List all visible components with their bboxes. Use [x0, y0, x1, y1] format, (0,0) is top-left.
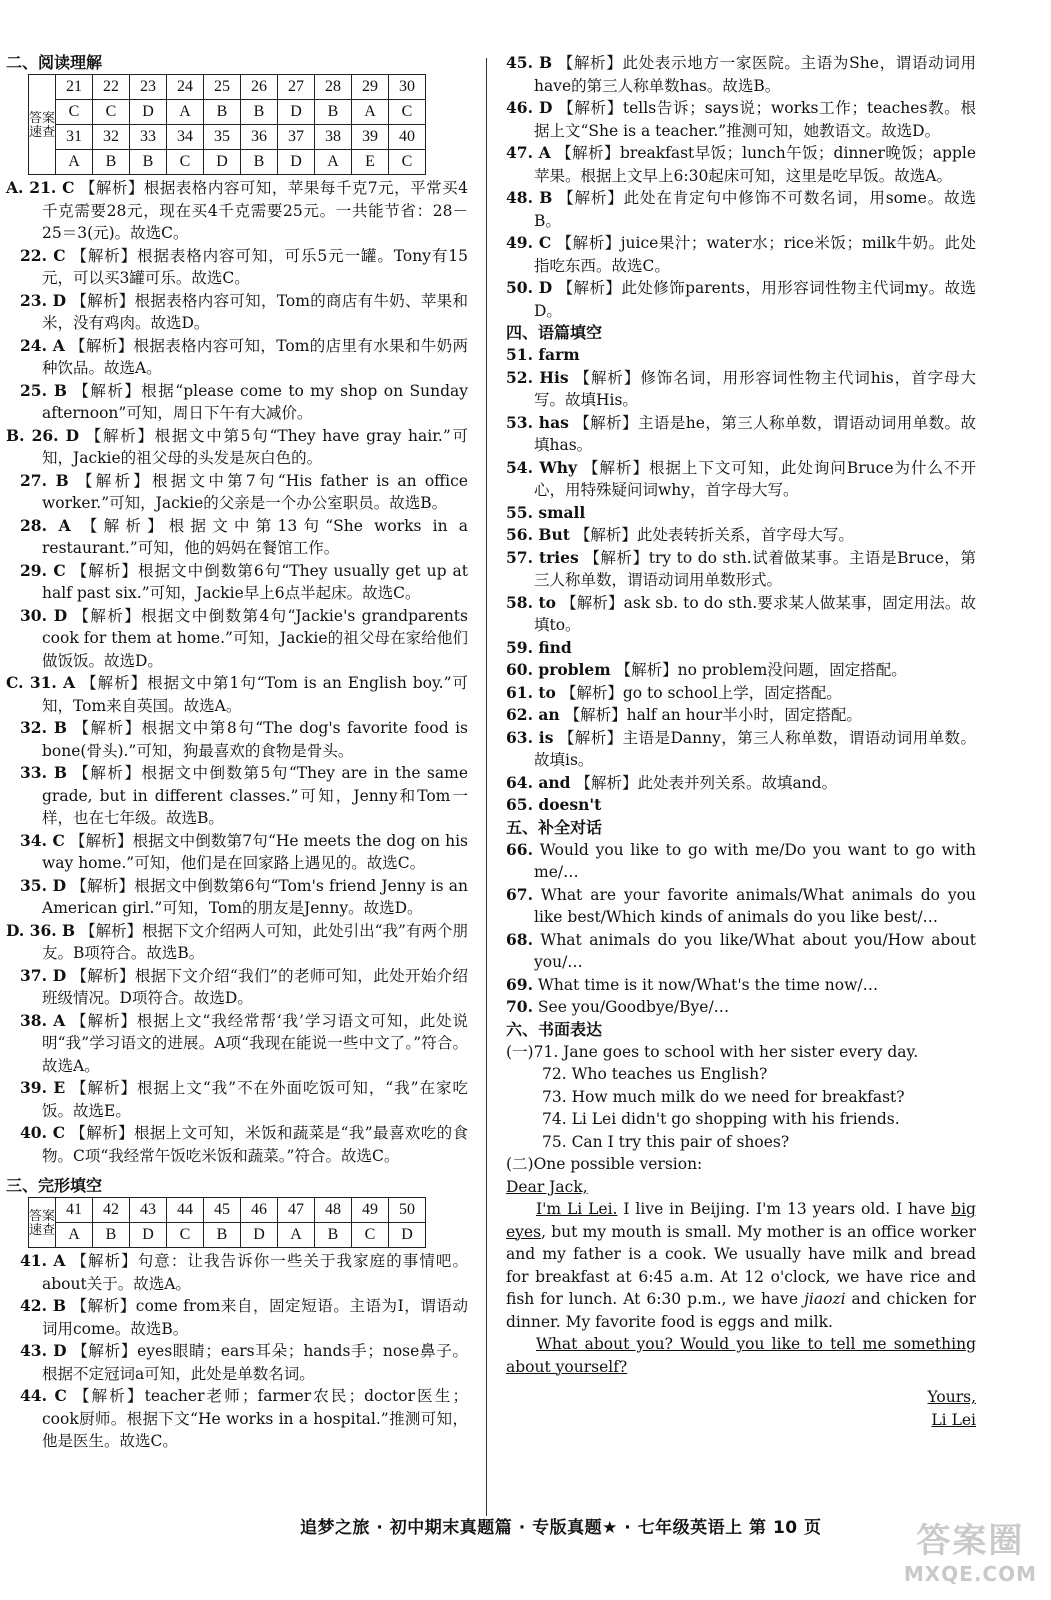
reading-explanations — [6, 177, 468, 1167]
cloze-explanations — [6, 1250, 468, 1453]
answer-item: 37. D 【解析】根据下文介绍“我们”的老师可知，此处开始介绍班级情况。D项符合。故选D。 — [20, 965, 468, 1007]
answer-item: 27. B 【解析】根据文中第7句“His father is an office worker.”可知，Jackie的父亲是一个办公室职员。故选B。 — [20, 470, 468, 512]
table-cell: B — [241, 150, 278, 175]
letter-paragraph-1: I'm Li Lei. I live in Beijing. I'm 13 years old. I have big eyes, but my mouth is small. My mother is an office worker and my father is a cook. We usually have milk and bread for breakfast at 6:45 a.m. At 12 o'clock, we have rice and fish for lunch. At 6:30 p.m., we have jiaozi and chicken for dinner. My favorite food is eggs and milk. — [506, 1200, 976, 1331]
table-cell: E — [352, 150, 389, 175]
answer-item: 66. Would you like to go with me/Do you want to go with me/… — [506, 839, 976, 881]
answer-item: 51. farm — [506, 345, 580, 364]
table-cell: A — [56, 1223, 93, 1248]
table-cell: C — [167, 150, 204, 175]
answer-item: 38. A 【解析】根据上文“我经常帮‘我’学习语文可知，此处说明“我”学习语文的进展。A项“我现在能说一些中文了。”符合。故选A。 — [20, 1010, 469, 1075]
table-cell: C — [389, 150, 426, 175]
table-cell: 45 — [204, 1198, 241, 1223]
table-cell: A — [352, 100, 389, 125]
table-cell: D — [204, 150, 241, 175]
table-header: 答案速查 — [29, 75, 56, 175]
answer-item: 32. B 【解析】根据文中第8句“The dog's favorite food is bone(骨头).”可知，狗最喜欢的食物是骨头。 — [20, 718, 468, 760]
answer-item: 63. is 【解析】主语是Danny，第三人称单数，谓语动词用单数。故填is。 — [506, 727, 976, 769]
table-cell: C — [56, 100, 93, 125]
answer-item: 45. B 【解析】此处表示地方一家医院。主语为She，谓语动词用have的第三人称单数has。故选B。 — [506, 53, 976, 95]
table-cell: 50 — [389, 1198, 426, 1223]
reading-answer-table — [28, 74, 426, 175]
table-cell: 35 — [204, 125, 241, 150]
answer-item: 24. A 【解析】根据表格内容可知，Tom的店里有水果和牛奶两种饮品。故选A。 — [20, 335, 468, 377]
cloze-answer-table — [28, 1197, 426, 1248]
answer-item: 30. D 【解析】根据文中倒数第4句“Jackie's grandparents cook for them at home.”可知，Jackie的祖父母在家给他们做饭饭。故选D。 — [20, 605, 468, 670]
section-title-cloze: 三、完形填空 — [6, 1176, 103, 1195]
answer-item: 62. an 【解析】half an hour半小时，固定搭配。 — [506, 705, 862, 724]
table-cell: D — [130, 1223, 167, 1248]
answer-item: 69. What time is it now/What's the time now/… — [506, 974, 879, 994]
grammar-answers — [506, 344, 976, 817]
table-cell: B — [315, 100, 352, 125]
answer-item: 48. B 【解析】此处在肯定句中修饰不可数名词，用some。故选B。 — [506, 188, 976, 230]
table-cell: A — [278, 1223, 315, 1248]
table-cell: 27 — [278, 75, 315, 100]
answer-item: 39. E 【解析】根据上文“我”不在外面吃饭可知，“我”在家吃饭。故选E。 — [20, 1078, 468, 1120]
letter-paragraph-2: What about you? Would you like to tell me something about yourself? — [506, 1335, 976, 1376]
section-title-dialogue: 五、补全对话 — [506, 817, 603, 837]
sentence: 73. How much milk do we need for breakfast? — [542, 1087, 905, 1106]
table-cell: 31 — [56, 125, 93, 150]
answer-item: 50. D 【解析】此处修饰parents，用形容词性物主代词my。故选D。 — [506, 278, 976, 320]
answer-item: 58. to 【解析】ask sb. to do sth.要求某人做某事，固定用法。故填to。 — [506, 592, 976, 634]
answer-item: 25. B 【解析】根据“please come to my shop on Sunday afternoon”可知，周日下午有大减价。 — [20, 380, 468, 422]
table-cell: 30 — [389, 75, 426, 100]
column-divider — [486, 58, 487, 1516]
answer-item: 40. C 【解析】根据上文可知，米饭和蔬菜是“我”最喜欢吃的食物。C项“我经常午饭吃米饭和蔬菜。”符合。故选C。 — [20, 1123, 468, 1165]
letter-signature: Li Lei — [931, 1410, 976, 1429]
table-cell: 39 — [352, 125, 389, 150]
table-cell: D — [389, 1223, 426, 1248]
answer-item: 52. His 【解析】修饰名词，用形容词性物主代词his，首字母大写。故填His。 — [506, 367, 976, 409]
answer-item: 43. D 【解析】eyes眼睛；ears耳朵；hands手；nose鼻子。根据不定冠词a可知，此处是单数名词。 — [20, 1341, 468, 1383]
table-cell: 23 — [130, 75, 167, 100]
table-cell: 49 — [352, 1198, 389, 1223]
answer-item: C. 31. A 【解析】根据文中第1句“Tom is an English boy.”可知，Tom来自英国。故选A。 — [6, 673, 469, 715]
table-cell: B — [93, 150, 130, 175]
part-label: (一) — [506, 1042, 534, 1061]
answer-item: 64. and 【解析】此处表并列关系。故填and。 — [506, 772, 838, 792]
section-title-grammar: 四、语篇填空 — [506, 323, 603, 342]
table-cell: B — [204, 100, 241, 125]
answer-item: 34. C 【解析】根据文中倒数第7句“He meets the dog on his way home.”可知，他们是在回家路上遇见的。故选C。 — [20, 830, 469, 872]
cloze-explanations-continued — [506, 52, 976, 322]
answer-item: 59. find — [506, 637, 572, 657]
answer-item: 46. D 【解析】tells告诉；says说；works工作；teaches教。根据上文“She is a teacher.”推测可知，她教语文。故选D。 — [506, 98, 976, 140]
sentence: 75. Can I try this pair of shoes? — [542, 1132, 790, 1151]
answer-item: 61. to 【解析】go to school上学，固定搭配。 — [506, 682, 842, 702]
table-cell: 46 — [241, 1198, 278, 1223]
table-cell: B — [315, 1223, 352, 1248]
table-cell: 47 — [278, 1198, 315, 1223]
answer-item: 41. A 【解析】句意：让我告诉你一些关于我家庭的事情吧。about关于。故选A。 — [20, 1251, 468, 1293]
table-cell: 48 — [315, 1198, 352, 1223]
answer-item: B. 26. D 【解析】根据文中第5句“They have gray hair.”可知，Jackie的祖父母的头发是灰白色的。 — [6, 425, 468, 467]
answer-item: 53. has 【解析】主语是he，第三人称单数，谓语动词用单数。故填has。 — [506, 412, 976, 454]
table-cell: C — [93, 100, 130, 125]
answer-item: 42. B 【解析】come from来自，固定短语。主语为I，谓语动词用come。故选B。 — [20, 1296, 468, 1338]
answer-item: 47. A 【解析】breakfast早饭；lunch午饭；dinner晚饭；apple苹果。根据上文早上6:30起床可知，这里是吃早饭。故选A。 — [506, 143, 977, 185]
table-cell: C — [389, 100, 426, 125]
sentence: 71. Jane goes to school with her sister every day. — [533, 1042, 919, 1061]
table-cell: 40 — [389, 125, 426, 150]
table-cell: 25 — [204, 75, 241, 100]
table-cell: D — [241, 1223, 278, 1248]
table-cell: 24 — [167, 75, 204, 100]
table-cell: B — [204, 1223, 241, 1248]
table-cell: D — [278, 100, 315, 125]
answer-item: 54. Why 【解析】根据上下文可知，此处询问Bruce为什么不开心，用特殊疑问词why，首字母大写。 — [506, 457, 976, 499]
table-cell: B — [241, 100, 278, 125]
answer-item: 33. B 【解析】根据文中倒数第5句“They are in the same grade, but in different classes.”可知，Jenny和Tom一样，也在七年级。故选B。 — [20, 763, 468, 827]
table-cell: 32 — [93, 125, 130, 150]
answer-item: 70. See you/Goodbye/Bye/… — [506, 997, 730, 1016]
page-footer: 追梦之旅 · 初中期末真题篇 · 专版真题★ · 七年级英语上 第 10 页 — [300, 1518, 822, 1538]
sentence: 74. Li Lei didn't go shopping with his friends. — [542, 1110, 900, 1128]
section-title-reading: 二、阅读理解 — [6, 53, 103, 72]
answer-item: 28. A 【解析】根据文中第13句“She works in a restaurant.”可知，他的妈妈在餐馆工作。 — [20, 515, 468, 557]
table-cell: A — [56, 150, 93, 175]
table-cell: 37 — [278, 125, 315, 150]
table-cell: C — [352, 1223, 389, 1248]
answer-item: 23. D 【解析】根据表格内容可知，Tom的商店有牛奶、苹果和米，没有鸡肉。故选D。 — [20, 290, 468, 332]
table-cell: 36 — [241, 125, 278, 150]
answer-item: 44. C 【解析】teacher老师；farmer农民；doctor医生；cook厨师。根据下文“He works in a hospital.”推测可知，他是医生。故选C。 — [20, 1386, 468, 1450]
table-cell: D — [278, 150, 315, 175]
table-cell: C — [167, 1223, 204, 1248]
answer-item: D. 36. B 【解析】根据下文介绍两人可知，此处引出“我”有两个朋友。B项符合。故选B。 — [6, 920, 468, 962]
answer-item: 22. C 【解析】根据表格内容可知，可乐5元一罐。Tony有15元，可以买3罐可乐。故选C。 — [20, 245, 468, 287]
answer-item: 56. But 【解析】此处表转折关系，首字母大写。 — [506, 525, 854, 544]
answer-item: A. 21. C 【解析】根据表格内容可知，苹果每千克7元，平常买4千克需要28元，现在买4千克需要25元。一共能节省：28－25＝3(元)。故选C。 — [6, 178, 468, 242]
table-cell: B — [130, 150, 167, 175]
table-cell: 42 — [93, 1198, 130, 1223]
answer-item: 65. doesn't — [506, 795, 602, 814]
table-cell: 43 — [130, 1198, 167, 1223]
table-header: 答案速查 — [29, 1198, 56, 1248]
table-cell: 34 — [167, 125, 204, 150]
table-cell: D — [130, 100, 167, 125]
answer-item: 60. problem 【解析】no problem没问题，固定搭配。 — [506, 660, 907, 679]
section-title-writing: 六、书面表达 — [506, 1019, 603, 1039]
table-cell: A — [315, 150, 352, 175]
table-cell: 22 — [93, 75, 130, 100]
table-cell: 26 — [241, 75, 278, 100]
answer-item: 55. small — [506, 502, 586, 522]
right-column — [506, 52, 976, 1431]
writing-part2-label: (二)One possible version: — [506, 1155, 703, 1173]
table-cell: 41 — [56, 1198, 93, 1223]
table-cell: A — [167, 100, 204, 125]
answer-item: 49. C 【解析】juice果汁；water水；rice米饭；milk牛奶。此处指吃东西。故选C。 — [506, 233, 976, 275]
answer-item: 67. What are your favorite animals/What animals do you like best/Which kinds of animals do you like best/… — [506, 884, 976, 926]
letter-greeting: Dear Jack, — [506, 1177, 588, 1196]
writing-part1 — [506, 1041, 976, 1064]
letter-closing: Yours, — [927, 1388, 976, 1406]
answer-item: 35. D 【解析】根据文中倒数第6句“Tom's friend Jenny is an American girl.”可知，Tom的朋友是Jenny。故选D。 — [20, 875, 468, 917]
table-cell: 21 — [56, 75, 93, 100]
dialogue-answers — [506, 839, 976, 1019]
left-column — [6, 52, 468, 1453]
answer-item: 29. C 【解析】根据文中倒数第6句“They usually get up at half past six.”可知，Jackie早上6点半起床。故选C。 — [20, 560, 468, 602]
sentence: 72. Who teaches us English? — [542, 1065, 768, 1083]
table-cell: 38 — [315, 125, 352, 150]
table-cell: 44 — [167, 1198, 204, 1223]
table-cell: B — [93, 1223, 130, 1248]
table-cell: 29 — [352, 75, 389, 100]
table-cell: 28 — [315, 75, 352, 100]
watermark-logo: 答案圈 MXQE.COM — [903, 1521, 1037, 1586]
writing-answers — [506, 1041, 976, 1432]
table-cell: 33 — [130, 125, 167, 150]
answer-item: 68. What animals do you like/What about you/How about you/… — [506, 929, 976, 971]
answer-item: 57. tries 【解析】try to do sth.试着做某事。主语是Bruce，第三人称单数，谓语动词用单数形式。 — [506, 547, 976, 589]
